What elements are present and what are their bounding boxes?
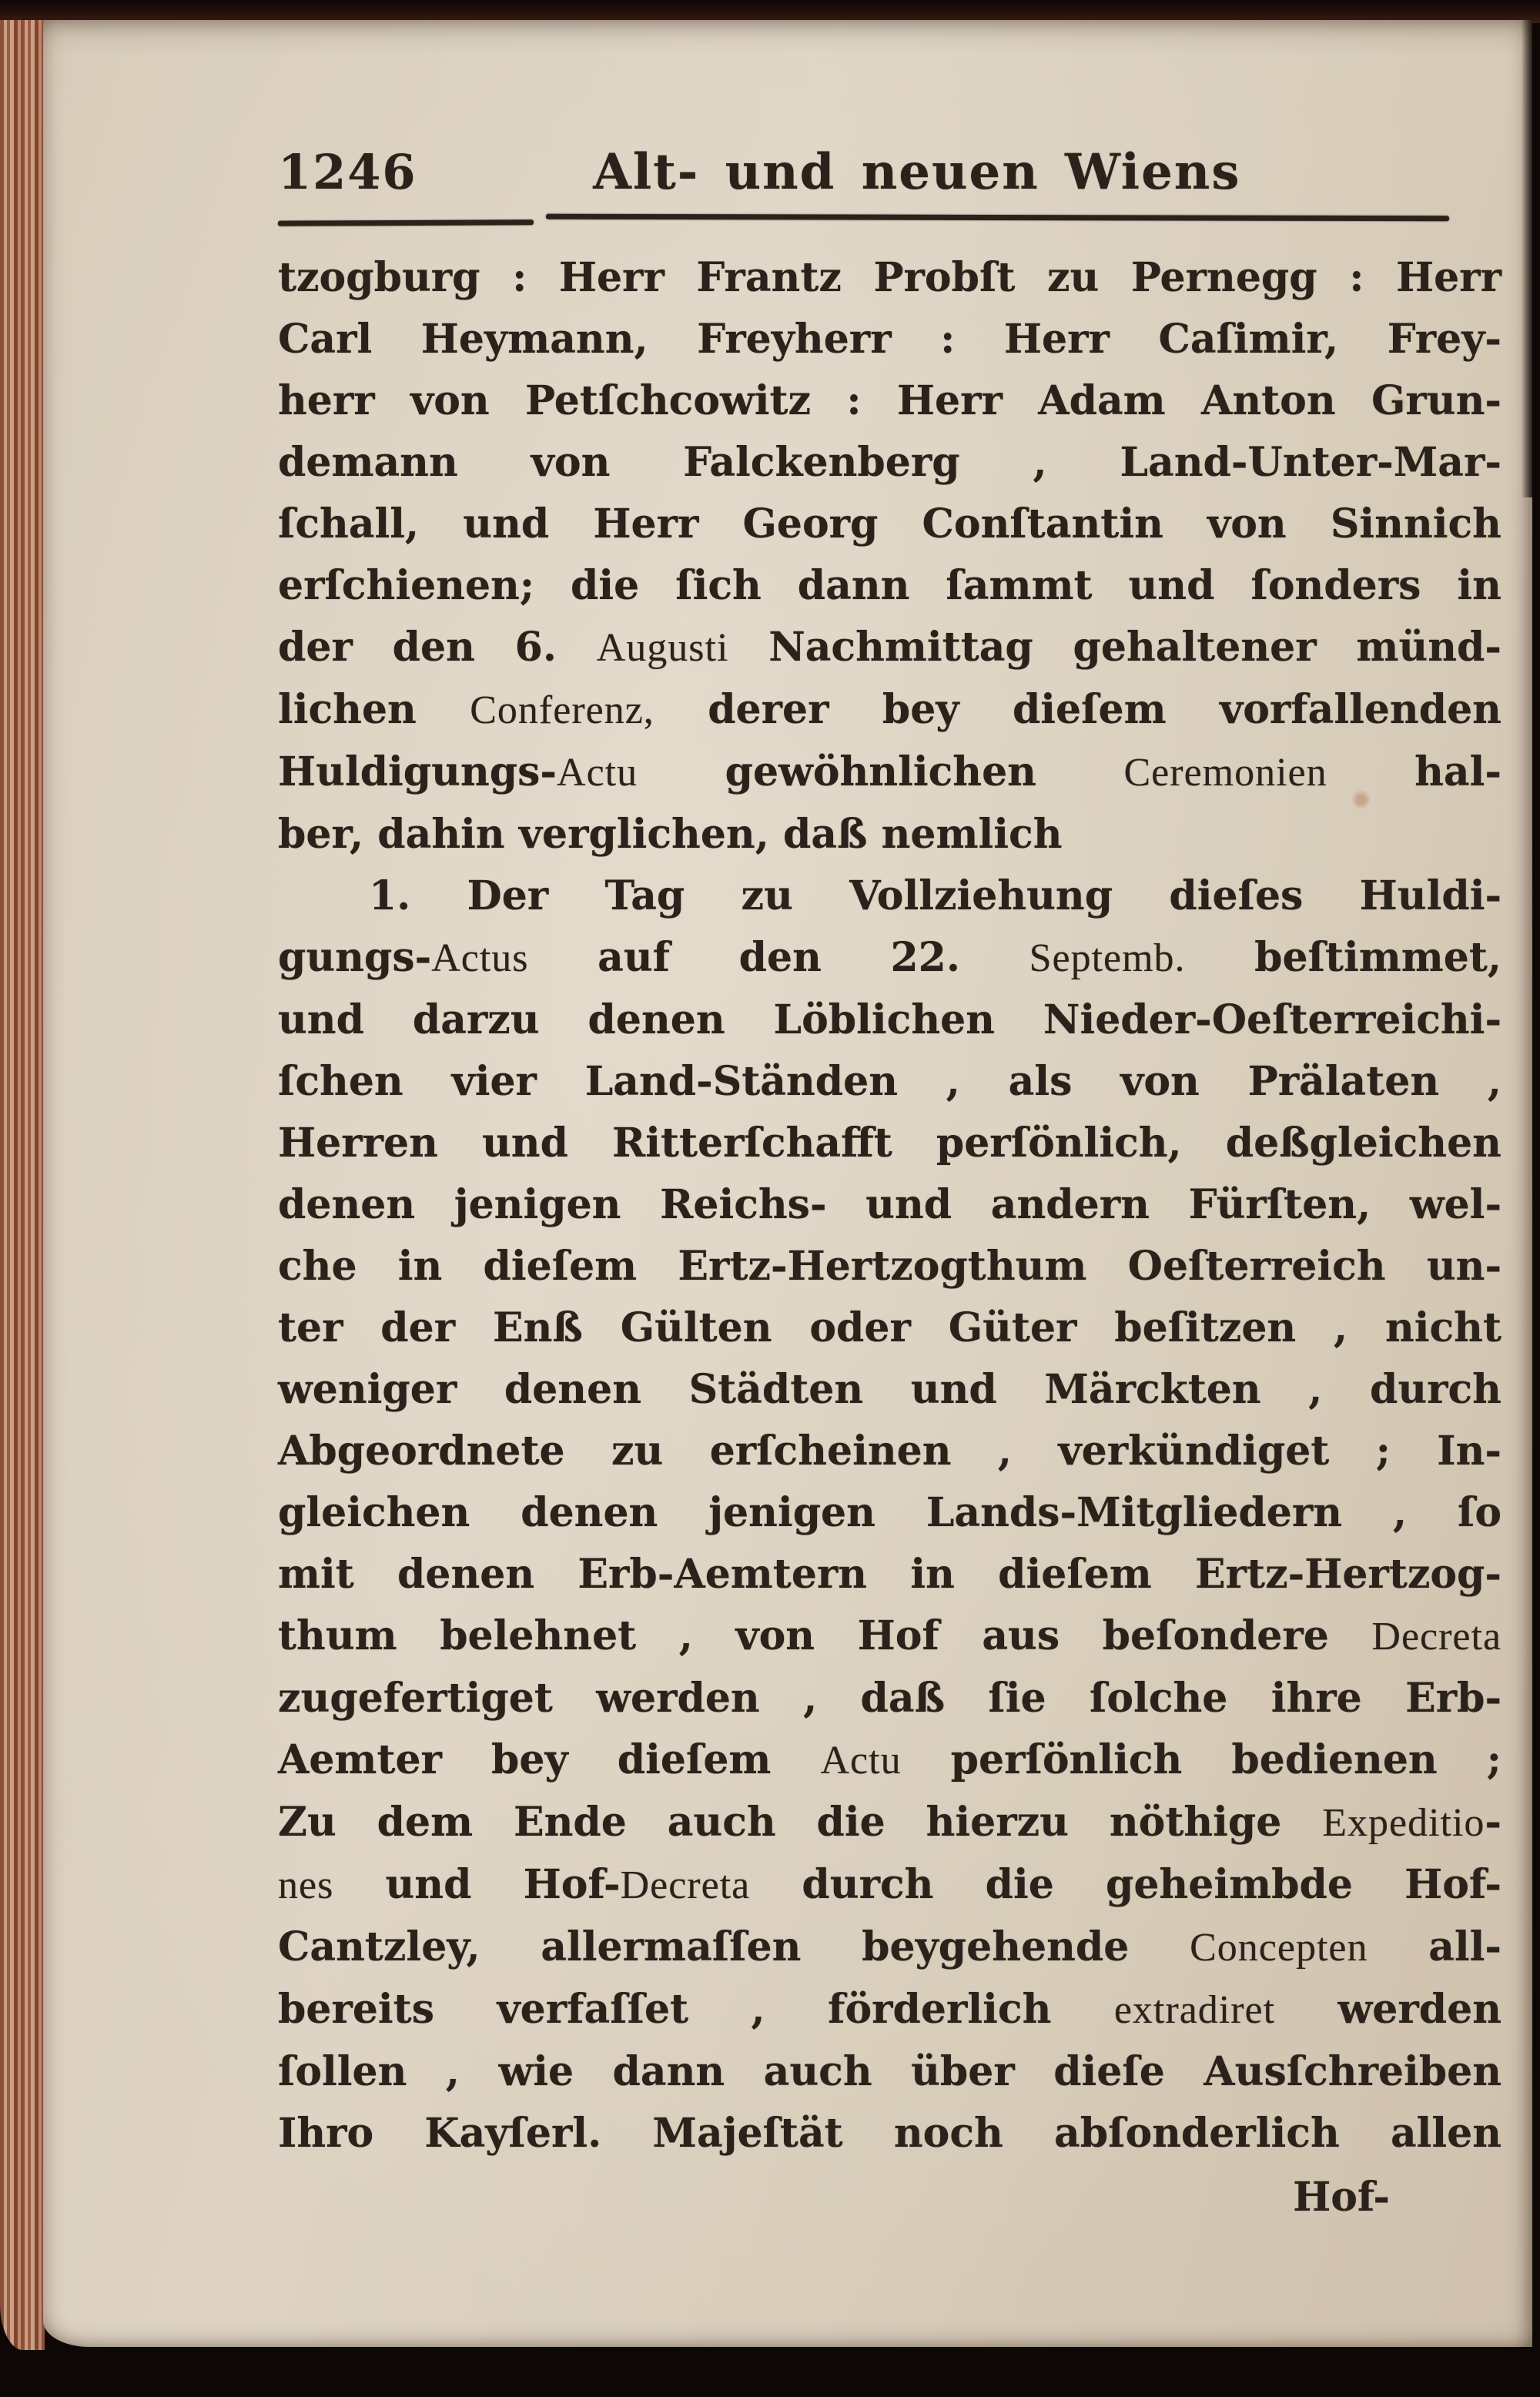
text-line: und darzu denen Löblichen Nieder-Oeſterreichi- — [278, 996, 1502, 1043]
text-line: gungs-Actus auf den 22. Septemb. beſtimmet, — [278, 934, 1502, 981]
header-rule-segment-left — [278, 219, 534, 226]
antiqua-word: Decreta — [620, 1863, 751, 1907]
header-rule-segment-right — [546, 214, 1449, 221]
antiqua-word: Actus — [431, 936, 529, 980]
text-line: Abgeordnete zu erſcheinen , verkündiget ; In- — [278, 1428, 1502, 1475]
antiqua-word: Augusti — [596, 626, 729, 670]
text-line: zugefertiget werden , daß ſie ſolche ihre Erb- — [278, 1675, 1502, 1722]
text-line: denen jenigen Reichs- und andern Fürſten, wel- — [278, 1181, 1502, 1228]
text-line: ſchen vier Land-Ständen , als von Prälaten , — [278, 1058, 1502, 1105]
text-line: ſchall, und Herr Georg Conſtantin von Sinnich — [278, 500, 1502, 547]
body-lines — [278, 247, 1502, 2164]
antiqua-word: Conferenz, — [470, 688, 654, 732]
antiqua-word: Ceremonien — [1123, 751, 1327, 795]
text-line: Carl Heymann, Freyherr : Herr Caſimir, Frey- — [278, 316, 1502, 363]
running-title: Alt- und neuen Wiens — [593, 143, 1241, 201]
text-line: tzogburg : Herr Frantz Probſt zu Pernegg : Herr — [278, 254, 1502, 301]
antiqua-word: Concepten — [1190, 1926, 1368, 1970]
text-line: che in dieſem Ertz-Hertzogthum Oeſterreich un- — [278, 1243, 1502, 1290]
text-line: thum belehnet , von Hof aus beſondere Decreta — [278, 1612, 1502, 1659]
header-rule — [278, 213, 1502, 227]
text-line: bereits verfaſſet , förderlich extradiret werden — [278, 1986, 1502, 2033]
text-line: demann von Falckenberg , Land-Unter-Mar- — [278, 439, 1502, 486]
text-line: Zu dem Ende auch die hierzu nöthige Expeditio- — [278, 1799, 1502, 1846]
text-line: erſchienen; die ſich dann ſammt und ſonders in — [278, 562, 1502, 609]
book-page — [43, 20, 1532, 2347]
page-number: 1246 — [278, 144, 417, 200]
page-header — [278, 143, 1502, 201]
text-line: der den 6. Augusti Nachmittag gehaltener münd- — [278, 624, 1502, 671]
text-line: mit denen Erb-Aemtern in dieſem Ertz-Hertzog- — [278, 1551, 1502, 1598]
text-line: lichen Conferenz, derer bey dieſem vorfallenden — [278, 686, 1502, 733]
catchword: Hof- — [1293, 2174, 1390, 2221]
page-fore-edge-stack — [0, 20, 45, 2350]
text-line: Huldigungs-Actu gewöhnlichen Ceremonien hal- — [278, 748, 1502, 795]
antiqua-word: Expeditio — [1322, 1801, 1485, 1845]
text-line: nes und Hof-Decreta durch die geheimbde Hof- — [278, 1861, 1502, 1908]
text-line: ter der Enß Gülten oder Güter beſitzen , nicht — [278, 1304, 1502, 1351]
antiqua-word: nes — [278, 1863, 334, 1907]
text-line: ber, dahin verglichen, daß nemlich — [278, 811, 1063, 858]
text-line: Cantzley, allermaſſen beygehende Concepten all- — [278, 1923, 1502, 1970]
antiqua-word: extradiret — [1113, 1988, 1276, 2032]
antiqua-word: Actu — [557, 751, 638, 795]
text-line: Aemter bey dieſem Actu perſönlich bedienen ; — [278, 1736, 1502, 1783]
text-line: ſollen , wie dann auch über dieſe Ausſchreiben — [278, 2048, 1502, 2095]
antiqua-word: Actu — [820, 1739, 902, 1783]
text-line: weniger denen Städten und Märckten , durch — [278, 1366, 1502, 1413]
text-line: Herren und Ritterſchafft perſönlich, deßgleichen — [278, 1120, 1502, 1167]
page-right-edge-shadow — [1522, 20, 1532, 497]
antiqua-word: Decreta — [1371, 1615, 1502, 1659]
text-line: gleichen denen jenigen Lands-Mitgliedern , ſo — [278, 1489, 1502, 1536]
text-line: 1. Der Tag zu Vollziehung dieſes Huldi- — [369, 872, 1502, 919]
text-line: herr von Petſchcowitz : Herr Adam Anton Grun- — [278, 377, 1502, 424]
text-line: Ihro Kayſerl. Majeſtät noch abſonderlich allen — [278, 2110, 1502, 2157]
antiqua-word: Septemb. — [1029, 936, 1186, 980]
